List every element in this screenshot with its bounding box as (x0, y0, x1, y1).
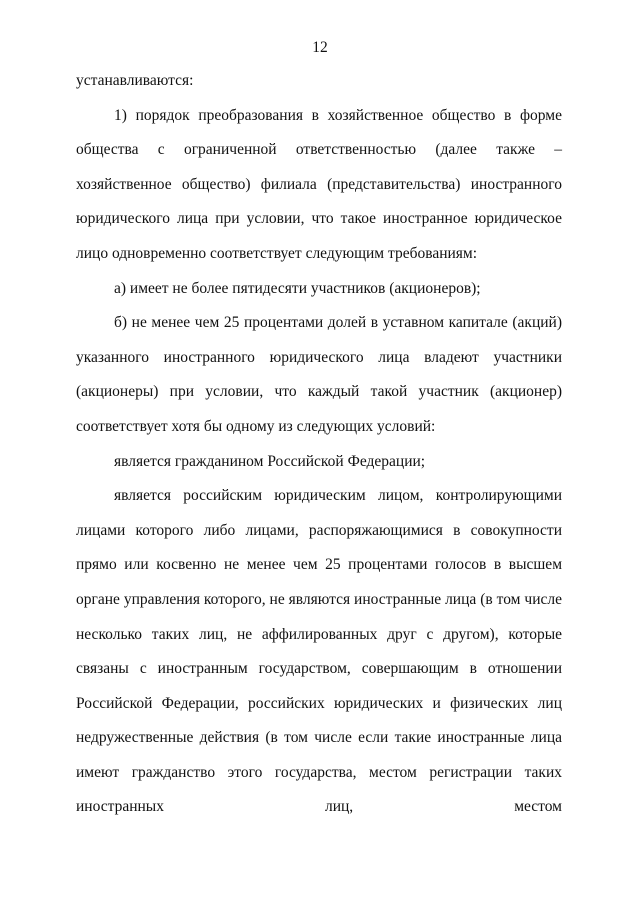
document-body (76, 64, 562, 825)
paragraph-item-b: б) не менее чем 25 процентами долей в уставном капитале (акций) указанного иностранного юридического лица владеют участники (акционеры) при условии, что каждый такой участник (акционер) соответствует хотя бы одному из следующих условий: (76, 314, 562, 435)
paragraph-condition-legal-entity: является российским юридическим лицом, контролирующими лицами которого либо лицами, распоряжающимися в совокупности прямо или косвенно не менее чем 25 процентами голосов в высшем органе управления которого, не являются иностранные лица (в том числе несколько таких лиц, не аффилированных друг с другом), которые связаны с иностранным государством, совершающим в отношении Российской Федерации, российских юридических и физических лиц недружественные действия (в том числе если такие иностранные лица имеют гражданство этого государства, местом регистрации таких иностранных лиц, местом (76, 487, 562, 816)
paragraph-item-a: а) имеет не более пятидесяти участников (акционеров); (114, 279, 481, 297)
paragraph-condition-citizen: является гражданином Российской Федерации; (114, 452, 426, 470)
paragraph-item-1: 1) порядок преобразования в хозяйственное общество в форме общества с ограниченной ответственностью (далее также – хозяйственное общество) филиала (представительства) иностранного юридического лица при условии, что такое иностранное юридическое лицо одновременно соответствует следующим требованиям: (76, 106, 562, 262)
page-number: 12 (312, 39, 328, 56)
paragraph-intro: устанавливаются: (76, 72, 194, 89)
